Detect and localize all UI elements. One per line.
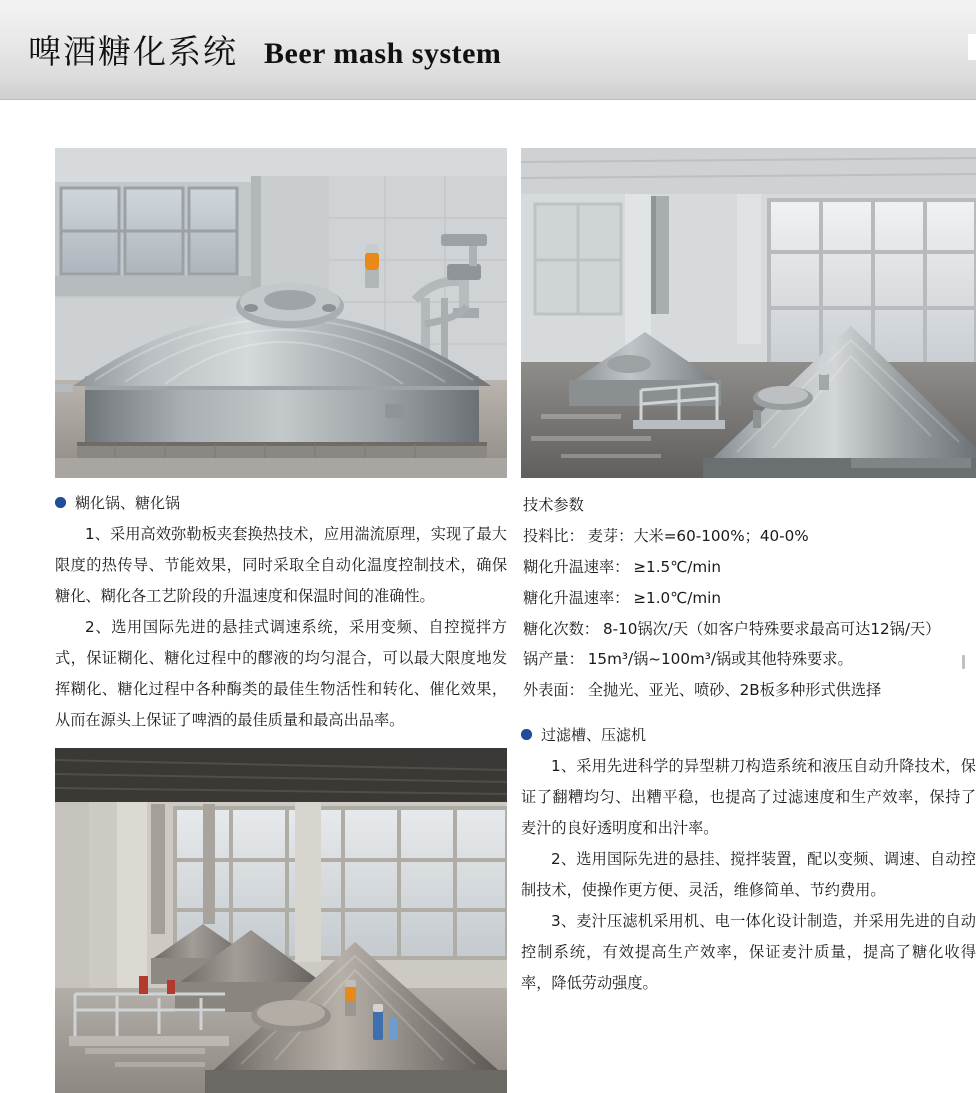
section-heading-mash-tun	[55, 492, 507, 513]
spec-row	[523, 552, 976, 583]
scan-edge-mark	[962, 655, 965, 669]
spec-row	[523, 644, 976, 675]
lauter-tun-paragraph-1: 1、采用先进科学的异型耕刀构造系统和液压自动升降技术，保证了翻糟均匀、出糟平稳，也提高了过滤速度和生产效率，保持了麦汁的良好透明度和出汁率。	[521, 757, 976, 837]
lauter-tun-paragraph-3: 3、麦汁压滤机采用机、电一体化设计制造，并采用先进的自动控制系统，有效提高生产效率，保证麦汁质量，提高了糖化收得率，降低劳动强度。	[521, 912, 976, 992]
left-column	[55, 148, 507, 1093]
spec-row	[523, 675, 976, 706]
spec-label: 投料比：	[523, 527, 584, 545]
spec-label: 糊化升温速率：	[523, 558, 630, 576]
spec-row	[523, 614, 976, 644]
spec-value: 全抛光、亚光、喷砂、2B板多种形式供选择	[587, 681, 882, 699]
section-label: 糊化锅、糖化锅	[75, 494, 181, 512]
technical-parameters-block	[521, 490, 976, 706]
brewhouse-hall-photo	[55, 748, 507, 1093]
spec-label: 糖化次数：	[523, 620, 599, 638]
header-title-group	[28, 26, 501, 73]
spec-value: ≥1.0℃/min	[633, 589, 722, 607]
mash-tun-closeup-photo	[55, 148, 507, 478]
section-label: 过滤槽、压滤机	[541, 726, 647, 744]
mash-tun-paragraph-1: 1、采用高效弥勒板夹套换热技术，应用湍流原理，实现了最大限度的热传导、节能效果，同时采取全自动化温度控制技术，确保糖化、糊化各工艺阶段的升温速度和保温时间的准确性。	[55, 525, 507, 605]
spec-row	[523, 583, 976, 614]
bullet-dot-icon	[521, 729, 532, 740]
right-column	[521, 148, 976, 999]
specs-title: 技术参数	[523, 496, 584, 514]
spec-row	[523, 521, 976, 552]
two-mash-tanks-photo	[521, 148, 976, 478]
page-title-en: Beer mash system	[264, 37, 502, 70]
lauter-tun-paragraph-2: 2、选用国际先进的悬挂、搅拌装置，配以变频、调速、自动控制技术，使操作更方便、灵活，维修简单、节约费用。	[521, 850, 976, 899]
scan-edge-artifact	[968, 34, 976, 60]
mash-tun-paragraph-2: 2、选用国际先进的悬挂式调速系统，采用变频、自控搅拌方式，保证糊化、糖化过程中的醪液的均匀混合，可以最大限度地发挥糊化、糖化过程中各种酶类的最佳生物活性和转化、催化效果，从而在源头上保证了啤酒的最佳质量和最高出品率。	[55, 618, 507, 729]
bullet-dot-icon	[55, 497, 66, 508]
spec-label: 锅产量：	[523, 650, 584, 668]
page-title-cn: 啤酒糖化系统	[28, 32, 238, 71]
section-heading-lauter-tun	[521, 724, 976, 745]
spec-value: 麦芽：大米=60-100%；40-0%	[587, 527, 809, 545]
spec-label: 糖化升温速率：	[523, 589, 630, 607]
spec-label: 外表面：	[523, 681, 584, 699]
spec-value: 8-10锅次/天（如客户特殊要求最高可达12锅/天）	[602, 620, 941, 638]
spec-value: ≥1.5℃/min	[633, 558, 722, 576]
spec-value: 15m³/锅~100m³/锅或其他特殊要求。	[587, 650, 853, 668]
page-header	[0, 0, 976, 100]
